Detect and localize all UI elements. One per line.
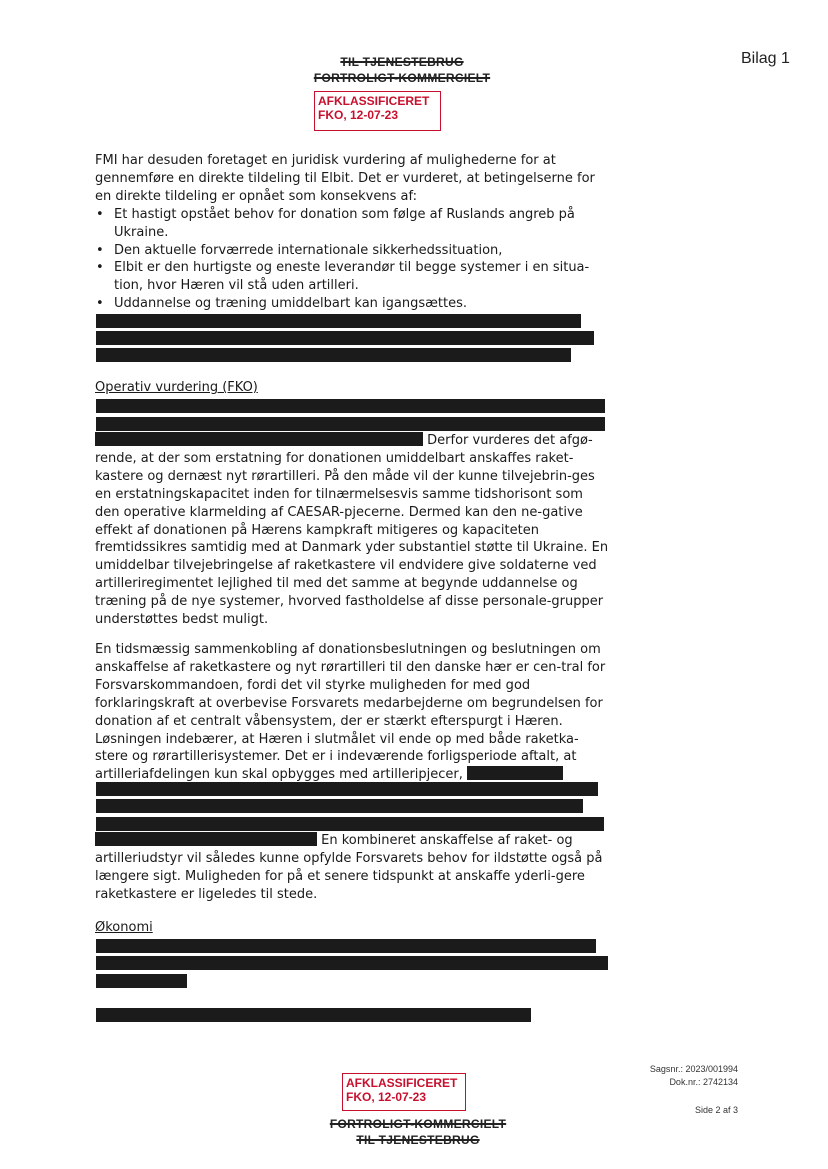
redaction-bar bbox=[96, 939, 596, 953]
redaction-bar bbox=[96, 331, 594, 345]
operative-paragraph-3 bbox=[95, 832, 615, 904]
redaction-bar bbox=[96, 782, 598, 796]
condition-list bbox=[95, 206, 615, 313]
list-item: • Uddannelse og træning umiddelbart kan igangsættes. bbox=[95, 295, 615, 313]
case-number: Sagsnr.: 2023/001994 bbox=[649, 1064, 738, 1074]
list-item: • Den aktuelle forværrede internationale sikkerhedssituation, bbox=[95, 242, 615, 260]
classification-line-2: FORTROLIGT-KOMMERCIELT bbox=[313, 71, 491, 85]
document-number: Dok.nr.: 2742134 bbox=[669, 1077, 738, 1087]
document-reference bbox=[580, 1063, 738, 1089]
list-item: • Et hastigt opstået behov for donation som følge af Ruslands angreb på Ukraine. bbox=[95, 206, 615, 242]
list-item: • Elbit er den hurtigste og eneste leverandør til begge systemer i en situa-tion, hvor Hæren vil stå uden artilleri. bbox=[95, 259, 615, 295]
section-heading-operative: Operativ vurdering (FKO) bbox=[95, 380, 258, 395]
redaction-bar bbox=[96, 417, 605, 431]
page-number: Side 2 af 3 bbox=[694, 1105, 738, 1115]
redaction-bar bbox=[96, 399, 605, 413]
operative-paragraph-1-text: Derfor vurderes det afgø-rende, at der som erstatning for donationen umiddelbart anskaffes raket-kastere og dernæst nyt rørartilleri. På den måde vil der kunne tilvejebrin-ges en erstatningskapacitet inden for tilnærmelsesvis samme tidshorisont som den operative klarmelding af CAESAR-pjecerne. Dermed kan den ne-gative effekt af donationen på Hærens kampkraft mitigeres og kapaciteten fremtidssikres samtidig med at Danmark yder substantiel støtte til Ukraine. En umiddelbar tilvejebringelse af raketkastere vil endvidere give soldaterne ved artilleriregimentet lejlighed til med det samme at begynde uddannelse og træning på de nye systemer, hvorved fastholdelse af disse personale-grupper understøttes bedst muligt. bbox=[95, 433, 609, 628]
redaction-bar bbox=[96, 817, 604, 831]
stamp-label: AFKLASSIFICERET bbox=[346, 1076, 458, 1090]
annex-label: Bilag 1 bbox=[741, 50, 790, 67]
operative-paragraph-2-text: En tidsmæssig sammenkobling af donationsbeslutningen og beslutningen om anskaffelse af raketkastere og nyt rørartilleri til den danske hær er cen-tral for Forsvarskommandoen, fordi det vil styrke muligheden for med god forklaringskraft at overbevise Forsvarets medarbejderne om begrundelsen for donation af et centralt våbensystem, der er stærkt efterspurgt i Hæren. Løsningen indebærer, at Hæren i slutmålet vil ende op med både raketka-stere og rørartillerisystemer. Det er i indeværende forligsperiode aftalt, at artilleriafdelingen kun skal opbygges med artilleripjecer, bbox=[95, 642, 606, 783]
redaction-bar bbox=[95, 432, 423, 446]
redaction-bar bbox=[96, 956, 608, 970]
operative-paragraph-2 bbox=[95, 641, 610, 784]
stamp-date: FKO, 12-07-23 bbox=[346, 1090, 427, 1104]
operative-paragraph-3-text: En kombineret anskaffelse af raket- og artilleriudstyr vil således kunne opfylde Forsvarets behov for ildstøtte også på længere sigt. Muligheden for på et senere tidspunkt at anskaffe yderli-gere raketkastere er ligeledes til stede. bbox=[95, 833, 603, 902]
stamp-date: FKO, 12-07-23 bbox=[318, 108, 399, 122]
declassified-stamp-bottom bbox=[342, 1073, 466, 1111]
redaction-bar bbox=[96, 314, 581, 328]
redaction-bar bbox=[96, 348, 571, 362]
classification-line-1: TIL TJENESTEBRUG bbox=[340, 55, 464, 69]
redaction-bar bbox=[467, 766, 563, 780]
section-heading-economy: Økonomi bbox=[95, 920, 153, 935]
operative-paragraph-1 bbox=[95, 432, 610, 629]
redaction-bar bbox=[95, 832, 317, 846]
intro-section bbox=[95, 152, 615, 313]
classification-line-1-footer: FORTROLIGT-KOMMERCIELT bbox=[329, 1117, 507, 1131]
redaction-bar bbox=[96, 799, 583, 813]
stamp-label: AFKLASSIFICERET bbox=[318, 94, 430, 108]
redaction-bar bbox=[96, 1008, 531, 1022]
redaction-bar bbox=[96, 974, 187, 988]
classification-line-2-footer: TIL TJENESTEBRUG bbox=[356, 1133, 480, 1147]
declassified-stamp-top bbox=[314, 91, 441, 131]
intro-paragraph: FMI har desuden foretaget en juridisk vurdering af mulighederne for at gennemføre en direkte tildeling til Elbit. Det er vurderet, at betingelserne for en direkte tildeling er opnået som konsekvens af: bbox=[95, 153, 595, 204]
